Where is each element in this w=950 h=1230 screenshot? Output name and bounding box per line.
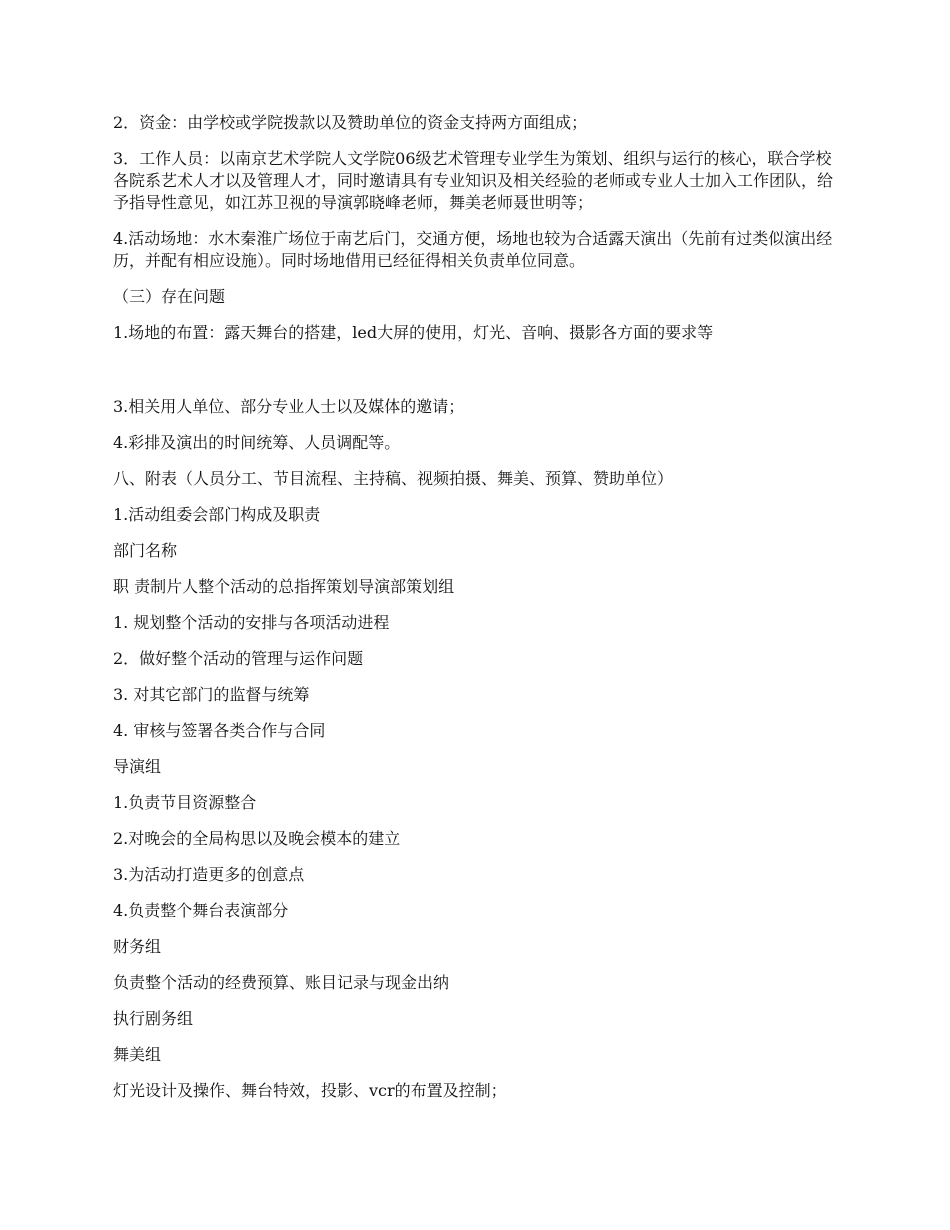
director-item-4: 4.负责整个舞台表演部分 [113, 901, 289, 920]
heading-execution-group: 执行剧务组 [113, 1009, 194, 1028]
paragraph-staff: 3．工作人员：以南京艺术学院人文学院06级艺术管理专业学生为策划、组织与运行的核心，联合学校各院系艺术人才以及管理人才，同时邀请具有专业知识及相关经验的老师或专业人士加入工作团队，给予指导性意见，如江苏卫视的导演郭晓峰老师，舞美老师聂世明等； [113, 149, 834, 212]
heading-problems: （三）存在问题 [113, 287, 226, 306]
heading-appendix: 八、附表（人员分工、节目流程、主持稿、视频拍摄、舞美、预算、赞助单位） [113, 469, 674, 488]
stage-description: 灯光设计及操作、舞台特效，投影、vcr的布置及控制； [113, 1081, 507, 1100]
problem-item-4: 4.彩排及演出的时间统筹、人员调配等。 [113, 433, 401, 452]
label-duties: 职 责制片人整个活动的总指挥策划导演部策划组 [113, 577, 455, 596]
director-item-3: 3.为活动打造更多的创意点 [113, 865, 305, 884]
paragraph-venue: 4.活动场地：水木秦淮广场位于南艺后门，交通方便，场地也较为合适露天演出（先前有过类似演出经历，并配有相应设施）。同时场地借用已经征得相关负责单位同意。 [113, 229, 833, 270]
heading-director-group: 导演组 [113, 757, 162, 776]
label-department-name: 部门名称 [113, 541, 178, 560]
finance-description: 负责整个活动的经费预算、账目记录与现金出纳 [113, 973, 450, 992]
paragraph-funding: 2．资金：由学校或学院拨款以及赞助单位的资金支持两方面组成； [113, 113, 588, 132]
duty-item-1: 1. 规划整个活动的安排与各项活动进程 [113, 613, 390, 632]
duty-item-3: 3. 对其它部门的监督与统筹 [113, 685, 310, 704]
problem-item-1: 1.场地的布置：露天舞台的搭建，led大屏的使用，灯光、音响、摄影各方面的要求等 [113, 323, 714, 342]
duty-item-2: 2．做好整个活动的管理与运作问题 [113, 649, 364, 668]
heading-committee: 1.活动组委会部门构成及职责 [113, 505, 321, 524]
heading-stage-group: 舞美组 [113, 1045, 162, 1064]
director-item-2: 2.对晚会的全局构思以及晚会模本的建立 [113, 829, 401, 848]
heading-finance-group: 财务组 [113, 937, 162, 956]
problem-item-3: 3.相关用人单位、部分专业人士以及媒体的邀请； [113, 397, 465, 416]
document-body [113, 112, 843, 1116]
duty-item-4: 4. 审核与签署各类合作与合同 [113, 721, 326, 740]
director-item-1: 1.负责节目资源整合 [113, 793, 257, 812]
blank-gap [113, 358, 843, 396]
